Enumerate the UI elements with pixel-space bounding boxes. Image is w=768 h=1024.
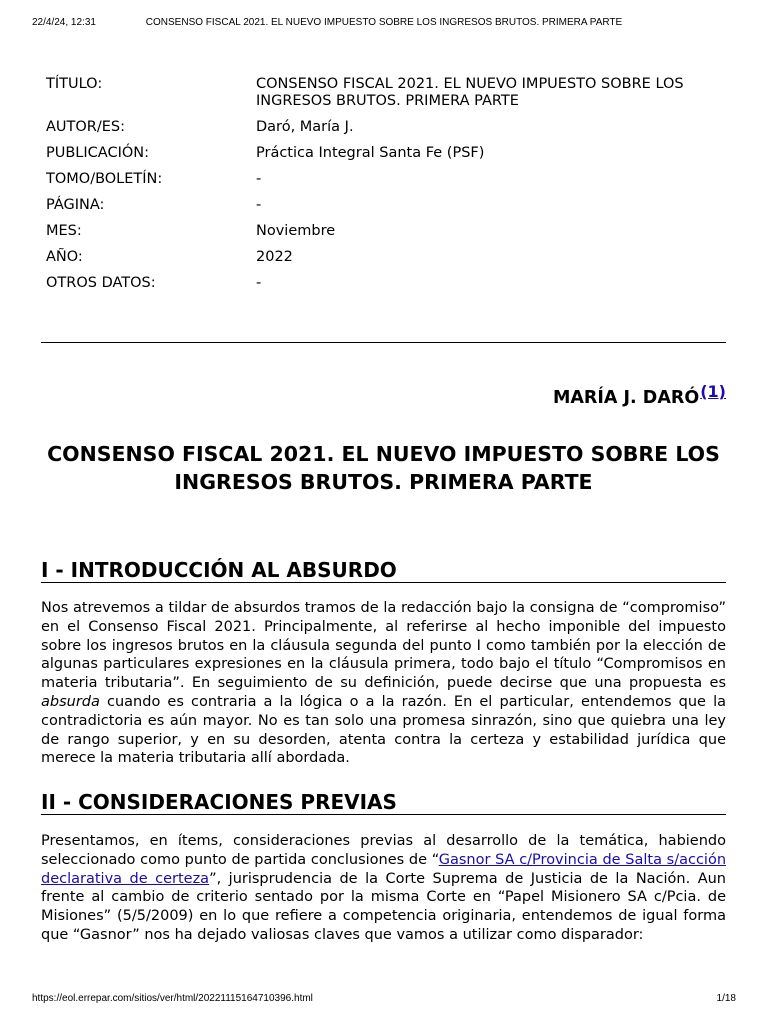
footnote-link[interactable]: (1) [700,382,726,401]
metadata-value: CONSENSO FISCAL 2021. EL NUEVO IMPUESTO SOBRE LOS INGRESOS BRUTOS. PRIMERA PARTE [256,76,684,109]
metadata-label: TÍTULO: [46,76,103,92]
metadata-label: AUTOR/ES: [46,119,126,135]
author-name: MARÍA J. DARÓ [552,388,700,408]
metadata-value: - [256,171,262,187]
metadata-label: PUBLICACIÓN: [46,145,149,161]
metadata-value: 2022 [256,249,293,265]
print-datetime: 22/4/24, 12:31 [32,17,96,28]
print-page-number: 1/18 [716,993,736,1004]
metadata-row-publication [46,145,736,162]
metadata-label: AÑO: [46,249,83,265]
metadata-value: Daró, María J. [256,119,354,135]
document-title: CONSENSO FISCAL 2021. EL NUEVO IMPUESTO SOBRE LOS INGRESOS BRUTOS. PRIMERA PARTE [47,442,720,494]
metadata-row-month [46,223,736,240]
paragraph-text: Presentamos, en ítems, consideraciones previas al desarrollo de la temática, habiendo seleccionado como punto de partida conclusiones de “ [41,833,726,868]
section-heading-introduction: I - INTRODUCCIÓN AL ABSURDO [41,558,726,583]
section-heading-previous-considerations: II - CONSIDERACIONES PREVIAS [41,790,726,815]
metadata-row-page [46,197,736,214]
section-paragraph-introduction [41,599,726,768]
metadata-row-author [46,119,736,136]
print-url: https://eol.errepar.com/sitios/ver/html/20221115164710396.html [32,993,313,1004]
case-law-link[interactable]: Gasnor SA c/Provincia de Salta s/acción declarativa de certeza [41,851,727,887]
section-paragraph-previous-considerations [41,832,726,945]
author-byline [553,382,726,408]
metadata-value: - [256,197,262,213]
paragraph-text: Nos atrevemos a tildar de absurdos tramos de la redacción bajo la consigna de “compromiso” en el Consenso Fiscal 2021. Principalmente, al referirse al hecho imponible del impuesto sobre los ingresos brutos en la cláusula segunda del punto I como también por la elección de algunas particulares expresiones en la cláusula primera, todo bajo el título “Compromisos en materia tributaria”. En seguimiento de su definición, puede decirse que una propuesta es [41,600,726,692]
metadata-label: PÁGINA: [46,197,105,213]
print-page-title: CONSENSO FISCAL 2021. EL NUEVO IMPUESTO SOBRE LOS INGRESOS BRUTOS. PRIMERA PARTE [145,17,623,28]
horizontal-divider [41,342,726,343]
metadata-label: OTROS DATOS: [46,275,156,291]
metadata-row-title [46,76,736,110]
metadata-label: MES: [46,223,82,239]
metadata-value: Práctica Integral Santa Fe (PSF) [256,145,485,161]
emphasis-text: absurda [41,693,100,710]
metadata-row-year [46,249,736,266]
metadata-value: - [256,275,262,291]
metadata-value: Noviembre [256,223,336,239]
metadata-row-volume [46,171,736,188]
paragraph-text: cuando es contraria a la lógica o a la razón. En el particular, entendemos que la contradictoria es aún mayor. No es tan solo una promesa sinrazón, sino que quiebra una ley de rango superior, y en su desorden, atenta contra la certeza y estabilidad jurídica que merece la materia tributaria allí abordada. [41,693,726,767]
metadata-label: TOMO/BOLETÍN: [46,171,163,187]
paragraph-text: ”, jurisprudencia de la Corte Suprema de Justicia de la Nación. Aun frente al cambio de criterio sentado por la misma Corte en “Papel Misionero SA c/Pcia. de Misiones” (5/5/2009) en lo que refiere a competencia originaria, entendemos de igual forma que “Gasnor” nos ha dejado valiosas claves que vamos a utilizar como disparador: [41,870,727,943]
metadata-row-other [46,275,736,292]
metadata-table [46,76,736,301]
